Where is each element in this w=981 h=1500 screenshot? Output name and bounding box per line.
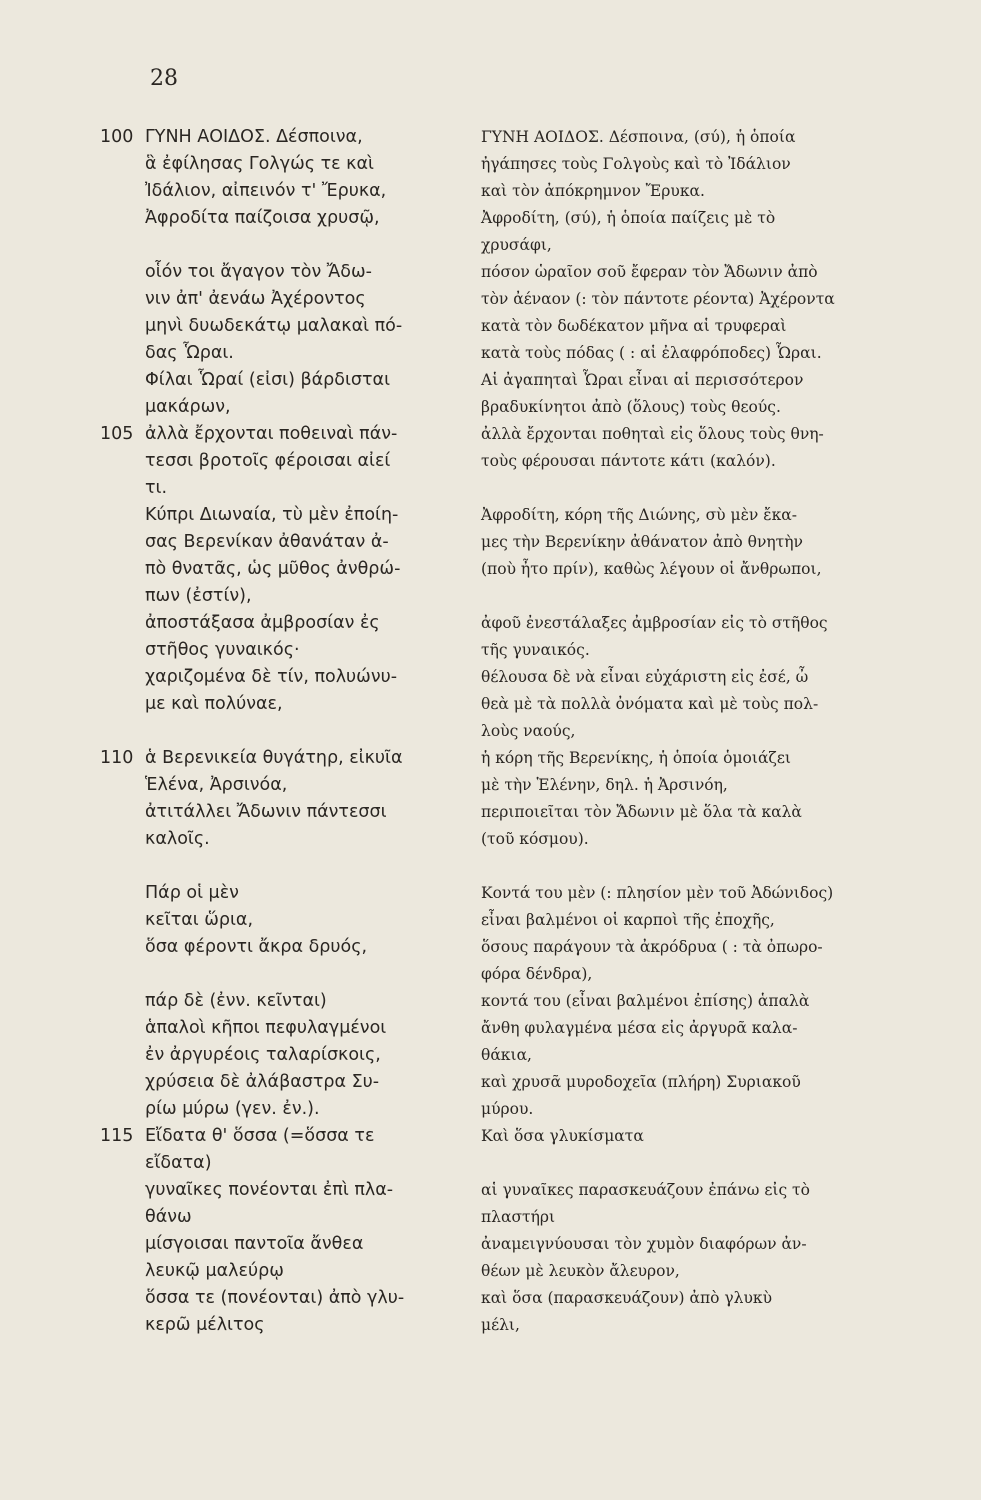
greek-line-text: πὸ θνατᾶς, ὡς μῦθος ἀνθρώ-: [145, 559, 401, 579]
translation-line: [481, 1150, 917, 1177]
translation-line-text: καὶ ὅσα (παρασκευάζουν) ἀπὸ γλυκὺ: [481, 1289, 773, 1307]
translation-line-text: Ἀφροδίτη, (σύ), ἡ ὁποία παίζεις μὲ τὸ: [481, 209, 776, 227]
translation-line: [481, 799, 917, 826]
translation-line-text: μύρου.: [481, 1100, 534, 1118]
translation-line-text: εἶναι βαλμένοι οἱ καρποὶ τῆς ἐποχῆς,: [481, 911, 775, 929]
greek-line-text: με καὶ πολύναε,: [145, 694, 283, 714]
translation-line-text: μέλι,: [481, 1316, 520, 1334]
translation-line: [481, 313, 917, 340]
translation-line-text: Καὶ ὅσα γλυκίσματα: [481, 1127, 644, 1145]
greek-line-text: ρίω μύρω (γεν. ἐν.).: [145, 1099, 320, 1119]
translation-line-text: ΓΥΝΗ ΑΟΙΔΟΣ. Δέσποινα, (σύ), ἡ ὁποία: [481, 128, 796, 146]
translation-line: [481, 367, 917, 394]
greek-line: [100, 502, 460, 529]
greek-line-text: ὅσσα τε (πονέονται) ἀπὸ γλυ-: [145, 1288, 405, 1308]
translation-line-text: βραδυκίνητοι ἀπὸ (ὅλους) τοὺς θεούς.: [481, 398, 781, 416]
translation-line-text: θάκια,: [481, 1046, 532, 1064]
greek-line: [100, 988, 460, 1015]
greek-line: [100, 1042, 460, 1069]
translation-line: [481, 448, 917, 475]
greek-line: [100, 1177, 460, 1204]
translation-line: [481, 961, 917, 988]
greek-line-text: μηνὶ δυωδεκάτῳ μαλακαὶ πό-: [145, 316, 403, 336]
greek-line-text: Εἴδατα θ' ὅσσα (=ὅσσα τε: [145, 1126, 375, 1146]
greek-line: [100, 232, 460, 259]
greek-line: [100, 313, 460, 340]
translation-line: [481, 826, 917, 853]
translation-line-text: χρυσάφι,: [481, 236, 552, 254]
translation-line-text: (ποὺ ἦτο πρίν), καθὼς λέγουν οἱ ἄνθρωποι,: [481, 560, 822, 578]
translation-line-text: ἠγάπησες τοὺς Γολγοὺς καὶ τὸ Ἰδάλιον: [481, 155, 791, 173]
greek-line-text: κεῖται ὥρια,: [145, 910, 254, 930]
greek-line: [100, 367, 460, 394]
translation-line: [481, 1069, 917, 1096]
greek-line: [100, 637, 460, 664]
greek-line-text: ἁ Βερενικεία θυγάτηρ, εἰκυῖα: [145, 748, 403, 768]
greek-line-text: ἀλλὰ ἔρχονται ποθειναὶ πάν-: [145, 424, 398, 444]
greek-line: [100, 205, 460, 232]
translation-line: [481, 1123, 917, 1150]
translation-line: [481, 1285, 917, 1312]
greek-line: [100, 826, 460, 853]
translation-line-text: μὲ τὴν Ἑλένην, δηλ. ἡ Ἀρσινόη,: [481, 776, 728, 794]
greek-line-text: μίσγοισαι παντοῖα ἄνθεα: [145, 1234, 364, 1254]
greek-line: [100, 475, 460, 502]
greek-line: [100, 961, 460, 988]
translation-line: [481, 421, 917, 448]
translation-line: [481, 1042, 917, 1069]
translation-column: [481, 124, 917, 1339]
greek-line-text: μακάρων,: [145, 397, 231, 417]
translation-line: [481, 934, 917, 961]
translation-line: [481, 556, 917, 583]
greek-line: [100, 1069, 460, 1096]
greek-line: [100, 745, 460, 772]
translation-line-text: ἀλλὰ ἔρχονται ποθηταὶ εἰς ὅλους τοὺς θνη-: [481, 425, 824, 443]
translation-line: [481, 394, 917, 421]
translation-line: [481, 664, 917, 691]
page-number: 28: [150, 66, 178, 91]
translation-line-text: αἱ γυναῖκες παρασκευάζουν ἐπάνω εἰς τὸ: [481, 1181, 810, 1199]
greek-line: [100, 151, 460, 178]
greek-line-text: Ἑλένα, Ἀρσινόα,: [145, 775, 288, 795]
greek-line-text: νιν ἀπ' ἀενάω Ἀχέροντος: [145, 289, 366, 309]
translation-line: [481, 988, 917, 1015]
translation-line-text: κατὰ τοὺς πόδας ( : αἱ ἐλαφρόποδες) Ὧραι.: [481, 344, 822, 362]
greek-line-text: λευκῷ μαλεύρῳ: [145, 1261, 284, 1281]
greek-line: [100, 556, 460, 583]
greek-line: [100, 718, 460, 745]
translation-line-text: θέων μὲ λευκὸν ἄλευρον,: [481, 1262, 680, 1280]
greek-line: [100, 178, 460, 205]
greek-line: [100, 853, 460, 880]
greek-line-text: Ἀφροδίτα παίζοισα χρυσῷ,: [145, 208, 380, 228]
translation-line-text: πλαστήρι: [481, 1208, 556, 1226]
greek-line: [100, 1150, 460, 1177]
translation-line: [481, 1204, 917, 1231]
translation-line: [481, 772, 917, 799]
translation-line: [481, 718, 917, 745]
greek-line-text: Κύπρι Διωναία, τὺ μὲν ἐποίη-: [145, 505, 399, 525]
greek-line-text: ὅσα φέροντι ἄκρα δρυός,: [145, 937, 368, 957]
greek-line-text: χαριζομένα δὲ τίν, πολυώνυ-: [145, 667, 398, 687]
greek-line-text: Ἰδάλιον, αἰπεινόν τ' Ἔρυκα,: [145, 181, 387, 201]
translation-line-text: περιποιεῖται τὸν Ἄδωνιν μὲ ὅλα τὰ καλὰ: [481, 803, 802, 821]
translation-line: [481, 1231, 917, 1258]
translation-line-text: θεὰ μὲ τὰ πολλὰ ὀνόματα καὶ μὲ τοὺς πολ-: [481, 695, 819, 713]
greek-line-text: γυναῖκες πονέονται ἐπὶ πλα-: [145, 1180, 394, 1200]
greek-line-text: θάνω: [145, 1207, 192, 1227]
translation-line-text: τῆς γυναικός.: [481, 641, 590, 659]
translation-line: [481, 1258, 917, 1285]
translation-line-text: πόσον ὡραῖον σοῦ ἔφεραν τὸν Ἄδωνιν ἀπὸ: [481, 263, 818, 281]
translation-line-text: ὅσους παράγουν τὰ ἀκρόδρυα ( : τὰ ὀπωρο-: [481, 938, 823, 956]
translation-line-text: κατὰ τὸν δωδέκατον μῆνα αἱ τρυφεραὶ: [481, 317, 787, 335]
translation-line: [481, 610, 917, 637]
greek-line-text: οἷόν τοι ἄγαγον τὸν Ἄδω-: [145, 262, 372, 282]
translation-line: [481, 1177, 917, 1204]
greek-line: [100, 934, 460, 961]
greek-line: [100, 1204, 460, 1231]
translation-line: [481, 232, 917, 259]
greek-line: [100, 421, 460, 448]
greek-line-text: ἀτιτάλλει Ἄδωνιν πάντεσσι: [145, 802, 387, 822]
greek-line: [100, 1096, 460, 1123]
greek-line-text: χρύσεια δὲ ἀλάβαστρα Συ-: [145, 1072, 380, 1092]
line-number: 110: [100, 748, 134, 768]
translation-line-text: Ἀφροδίτη, κόρη τῆς Διώνης, σὺ μὲν ἔκα-: [481, 506, 797, 524]
translation-line: [481, 880, 917, 907]
greek-line: [100, 394, 460, 421]
greek-line: [100, 124, 460, 151]
translation-line: [481, 340, 917, 367]
greek-text-column: [100, 124, 460, 1339]
greek-line-text: τι.: [145, 478, 168, 498]
greek-line: [100, 448, 460, 475]
greek-line: [100, 691, 460, 718]
translation-line-text: ἀφοῦ ἐνεστάλαξες ἀμβροσίαν εἰς τὸ στῆθος: [481, 614, 828, 632]
greek-line-text: ἐν ἀργυρέοις ταλαρίσκοις,: [145, 1045, 381, 1065]
translation-line-text: θέλουσα δὲ νὰ εἶναι εὐχάριστη εἰς ἐσέ, ὦ: [481, 668, 809, 686]
translation-line: [481, 637, 917, 664]
greek-line-text: καλοῖς.: [145, 829, 210, 849]
translation-line: [481, 1015, 917, 1042]
translation-line: [481, 286, 917, 313]
greek-line: [100, 583, 460, 610]
greek-line-text: σας Βερενίκαν ἀθανάταν ἀ-: [145, 532, 389, 552]
translation-line: [481, 1096, 917, 1123]
greek-line: [100, 880, 460, 907]
greek-line-text: ἀποστάξασα ἀμβροσίαν ἐς: [145, 613, 380, 633]
greek-line: [100, 1231, 460, 1258]
greek-line: [100, 259, 460, 286]
greek-line: [100, 1312, 460, 1339]
line-number: 105: [100, 424, 134, 444]
greek-line-text: κερῶ μέλιτος: [145, 1315, 265, 1335]
greek-line-text: ΓΥΝΗ ΑΟΙΔΟΣ. Δέσποινα,: [145, 127, 363, 147]
greek-line: [100, 340, 460, 367]
translation-line: [481, 475, 917, 502]
translation-line-text: τοὺς φέρουσαι πάντοτε κάτι (καλόν).: [481, 452, 776, 470]
translation-line: [481, 691, 917, 718]
greek-line-text: ἃ ἐφίλησας Γολγώς τε καὶ: [145, 154, 374, 174]
translation-line-text: λοὺς ναούς,: [481, 722, 576, 740]
translation-line: [481, 907, 917, 934]
greek-line: [100, 907, 460, 934]
greek-line: [100, 664, 460, 691]
translation-line-text: ἄνθη φυλαγμένα μέσα εἰς ἀργυρᾶ καλα-: [481, 1019, 798, 1037]
greek-line-text: Φίλαι Ὧραί (εἰσι) βάρδισται: [145, 370, 390, 390]
greek-line: [100, 610, 460, 637]
greek-line-text: πων (ἐστίν),: [145, 586, 252, 606]
greek-line-text: εἴδατα): [145, 1153, 212, 1173]
greek-line-text: Πάρ οἱ μὲν: [145, 883, 239, 903]
line-number: 115: [100, 1126, 134, 1146]
greek-line: [100, 286, 460, 313]
line-number: 100: [100, 127, 134, 147]
translation-line: [481, 745, 917, 772]
translation-line: [481, 151, 917, 178]
translation-line: [481, 124, 917, 151]
translation-line: [481, 259, 917, 286]
greek-line: [100, 529, 460, 556]
greek-line: [100, 772, 460, 799]
translation-line-text: φόρα δένδρα),: [481, 965, 593, 983]
translation-line-text: Αἱ ἀγαπηταὶ Ὧραι εἶναι αἱ περισσότερον: [481, 371, 804, 389]
translation-line-text: καὶ τὸν ἀπόκρημνον Ἔρυκα.: [481, 182, 705, 200]
greek-line: [100, 1123, 460, 1150]
translation-line: [481, 1312, 917, 1339]
translation-line: [481, 583, 917, 610]
translation-line-text: καὶ χρυσᾶ μυροδοχεῖα (πλήρη) Συριακοῦ: [481, 1073, 801, 1091]
greek-line: [100, 1015, 460, 1042]
translation-line-text: τὸν ἀέναον (: τὸν πάντοτε ρέοντα) Ἀχέροντα: [481, 290, 835, 308]
translation-line-text: ἀναμειγνύουσαι τὸν χυμὸν διαφόρων ἀν-: [481, 1235, 807, 1253]
translation-line: [481, 853, 917, 880]
translation-line: [481, 178, 917, 205]
translation-line-text: μες τὴν Βερενίκην ἀθάνατον ἀπὸ θνητὴν: [481, 533, 803, 551]
greek-line-text: στῆθος γυναικός·: [145, 640, 300, 660]
translation-line-text: Κοντά του μὲν (: πλησίον μὲν τοῦ Ἀδώνιδος): [481, 884, 834, 902]
greek-line-text: πάρ δὲ (ἐνν. κεῖνται): [145, 991, 327, 1011]
greek-line: [100, 1258, 460, 1285]
greek-line: [100, 799, 460, 826]
greek-line-text: τεσσι βροτοῖς φέροισαι αἰεί: [145, 451, 391, 471]
translation-line: [481, 502, 917, 529]
greek-line: [100, 1285, 460, 1312]
translation-line-text: κοντά του (εἶναι βαλμένοι ἐπίσης) ἁπαλὰ: [481, 992, 810, 1010]
translation-line: [481, 205, 917, 232]
greek-line-text: ἁπαλοὶ κῆποι πεφυλαγμένοι: [145, 1018, 387, 1038]
translation-line-text: ἡ κόρη τῆς Βερενίκης, ἡ ὁποία ὁμοιάζει: [481, 749, 791, 767]
translation-line-text: (τοῦ κόσμου).: [481, 830, 589, 848]
greek-line-text: δας Ὧραι.: [145, 343, 234, 363]
translation-line: [481, 529, 917, 556]
